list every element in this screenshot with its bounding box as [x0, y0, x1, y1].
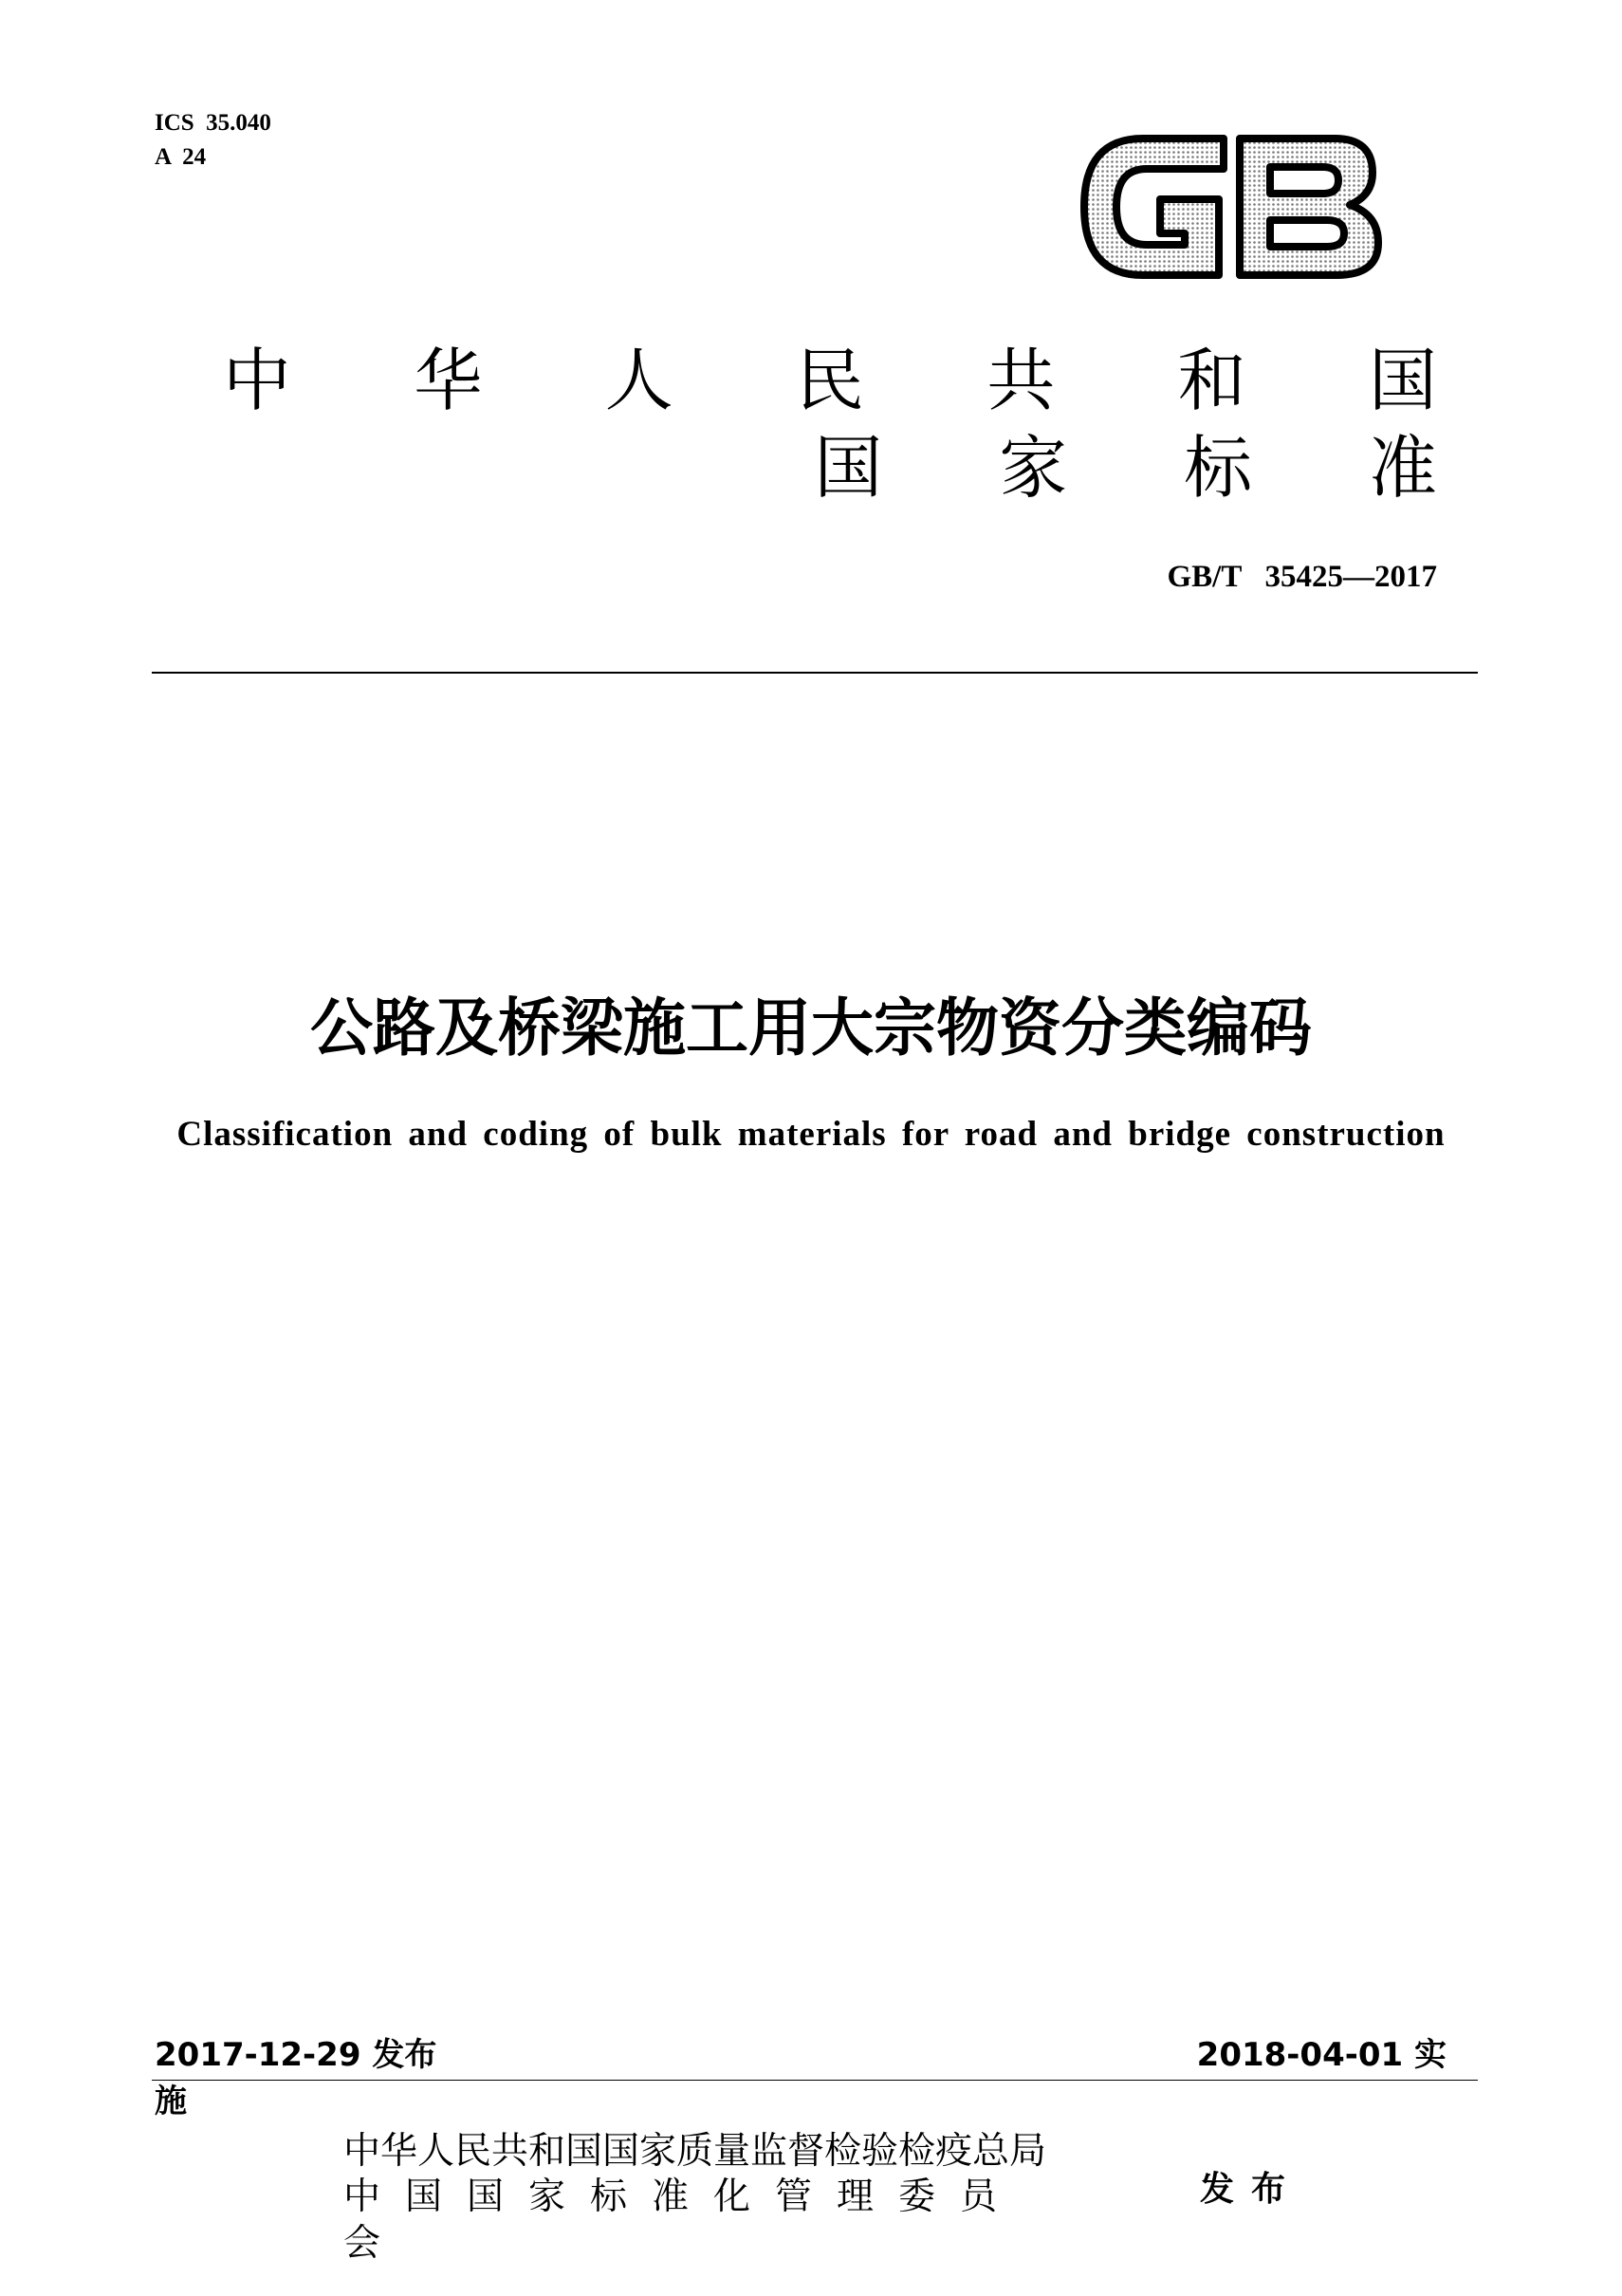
national-standard-title-main: 中 华 人 民 共 和 国 国 家 标 [223, 341, 1484, 508]
header-divider [152, 672, 1478, 674]
standard-number: GB/T 35425—2017 [1167, 560, 1437, 594]
classification-codes [155, 106, 271, 175]
footer-divider [152, 2080, 1478, 2081]
implementation-date-wrap: 施 [155, 2083, 187, 2120]
implementation-date: 2018-04-01 实 [1196, 2036, 1447, 2074]
publisher-sac: 中国国家标准化管理委员 [343, 2176, 1023, 2218]
national-standard-title-wrap: 准 [1368, 428, 1484, 508]
publish-label: 发布 [1200, 2170, 1303, 2209]
document-title-chinese: 公路及桥梁施工用大宗物资分类编码 [310, 991, 1312, 1065]
publisher-sac-wrap: 会 [343, 2222, 381, 2265]
publisher-aqsiq: 中华人民共和国国家质量监督检验检疫总局 [343, 2130, 1047, 2173]
issue-date: 2017-12-29 发布 [155, 2036, 437, 2074]
gb-national-standard-logo-icon [1067, 121, 1394, 292]
ccs-code: A 24 [155, 144, 207, 170]
document-title-english: Classification and coding of bulk materials for road and bridge construction [176, 1115, 1446, 1154]
ics-code: ICS 35.040 [155, 110, 271, 136]
national-standard-title [223, 337, 1484, 511]
